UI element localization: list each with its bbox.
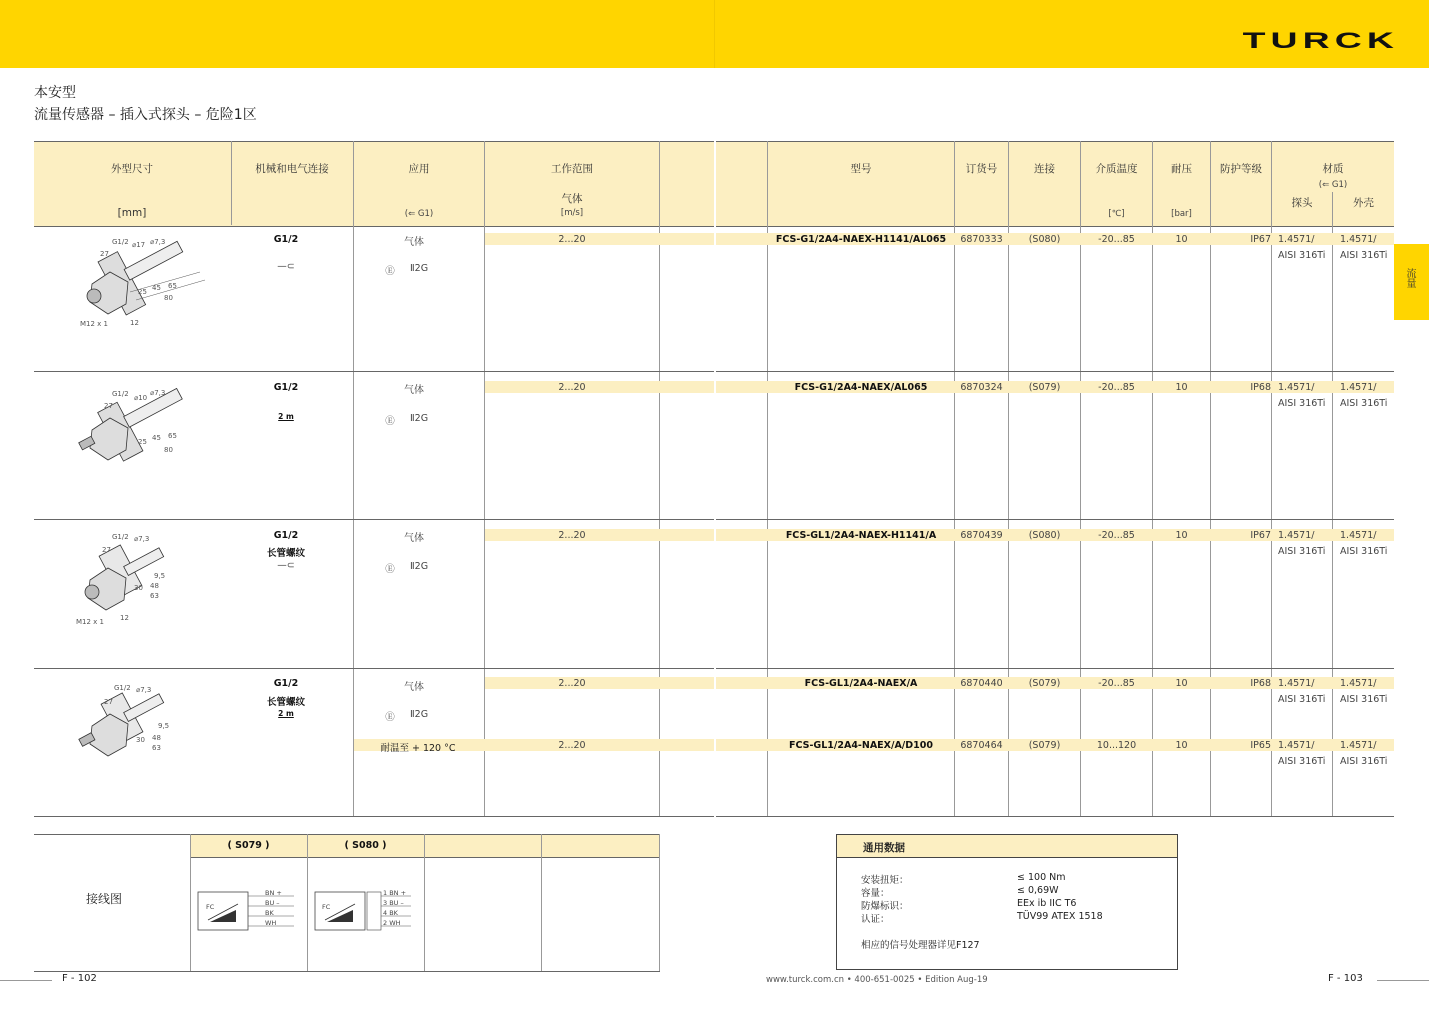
medium-temp: -20...85 (1098, 234, 1135, 245)
range: 2...20 (558, 234, 586, 245)
header-dimensions: 外型尺寸 (111, 163, 153, 175)
sensor-drawing-2 (70, 384, 220, 474)
row-divider (34, 668, 714, 669)
order-number: 6870439 (960, 530, 1003, 541)
row-divider (34, 371, 714, 372)
dim-label: 12 (120, 614, 129, 622)
row-divider (716, 668, 1394, 669)
turck-logo: TURCK (1242, 28, 1399, 53)
wiring-col-s079: ( S079 ) (227, 840, 270, 851)
grid-line (1332, 192, 1333, 817)
row-divider (716, 371, 1394, 372)
housing-material: 1.4571/ (1340, 740, 1377, 751)
ip-rating: IP65 (1250, 740, 1271, 751)
dim-label: M12 x 1 (76, 618, 104, 626)
medium: 气体 (404, 237, 424, 248)
wire-label: 4 BK (383, 909, 398, 917)
wire-label: 2 WH (383, 919, 401, 927)
fc-label: FC (206, 903, 215, 911)
footer-contact: www.turck.com.cn • 400-651-0025 • Edition Aug-19 (766, 975, 988, 985)
dim-label: 45 (152, 434, 161, 442)
connection-code: (S080) (1028, 234, 1061, 245)
page-subtitle: 流量传感器 – 插入式探头 – 危险1区 (34, 107, 257, 123)
dim-label: 30 (134, 584, 143, 592)
dim-label: 9,5 (158, 722, 170, 730)
application-note: 耐温至 + 120 °C (380, 743, 456, 754)
model-number: FCS-GL1/2A4-NAEX-H1141/A (785, 530, 937, 541)
spec-label: 安装扭矩： (861, 875, 909, 886)
medium: 气体 (404, 682, 424, 693)
probe-material: 1.4571/ (1278, 740, 1315, 751)
dim-label: 48 (150, 582, 159, 590)
spec-label: 容量： (861, 888, 890, 899)
cable-length: 2 m (278, 412, 294, 421)
dim-label: 27 (104, 402, 113, 410)
pressure: 10 (1175, 530, 1188, 541)
model-number: FCS-G1/2A4-NAEX/AL065 (794, 382, 928, 393)
spec-label: 认证： (861, 914, 890, 925)
probe-material: 1.4571/ (1278, 678, 1315, 689)
dim-label: G1/2 (112, 533, 129, 541)
spec-value: TÜV99 ATEX 1518 (1017, 911, 1103, 922)
grid-line (424, 834, 425, 972)
fc-label: FC (322, 903, 331, 911)
signal-processor-note: 相应的信号处理器详见F127 (861, 940, 980, 951)
spec-label: 防爆标识： (861, 901, 909, 912)
ip-rating: IP68 (1250, 678, 1271, 689)
probe-material: AISI 316Ti (1278, 694, 1326, 705)
thread-note: 长管螺纹 (266, 697, 305, 708)
footer-rule (1377, 980, 1429, 981)
header-material: 材质 (1322, 163, 1344, 175)
thread-size: G1/2 (273, 530, 299, 541)
connection-code: (S080) (1028, 530, 1061, 541)
dim-label: G1/2 (112, 238, 129, 246)
row-divider (716, 519, 1394, 520)
ex-mark-icon: Ⓔ (385, 416, 395, 427)
ex-mark-icon: Ⓔ (385, 564, 395, 575)
header-working-unit: [m/s] (560, 208, 584, 218)
header-connection: 连接 (1034, 163, 1055, 175)
pressure: 10 (1175, 382, 1188, 393)
dim-label: 45 (152, 284, 161, 292)
housing-material: 1.4571/ (1340, 234, 1377, 245)
ip-rating: IP67 (1250, 234, 1271, 245)
ex-mark-icon: Ⓔ (385, 712, 395, 723)
general-data-title: 通用数据 (863, 842, 905, 854)
header-material-housing: 外壳 (1353, 197, 1374, 209)
dim-label: ⌀7,3 (134, 535, 150, 543)
side-tab-flow[interactable] (1394, 244, 1429, 320)
grid-line (541, 834, 542, 972)
model-number: FCS-G1/2A4-NAEX-H1141/AL065 (775, 234, 947, 245)
pressure: 10 (1175, 740, 1188, 751)
atex-category: Ⅱ2G (410, 263, 429, 274)
probe-material: AISI 316Ti (1278, 250, 1326, 261)
row-divider (716, 816, 1394, 817)
order-number: 6870464 (960, 740, 1003, 751)
dim-label: 48 (152, 734, 161, 742)
wire-label: WH (265, 919, 277, 927)
range: 2...20 (558, 530, 586, 541)
dim-label: G1/2 (112, 390, 129, 398)
dim-label: ⌀7,3 (150, 389, 166, 397)
grid-line (190, 834, 191, 972)
header-bar (0, 0, 1429, 68)
sensor-drawing-3 (70, 530, 220, 630)
general-data-box (836, 834, 1178, 970)
medium-temp: -20...85 (1098, 678, 1135, 689)
spec-value: ≤ 100 Nm (1017, 872, 1066, 883)
dim-label: ⌀7,3 (150, 238, 166, 246)
grid-line (231, 141, 232, 225)
ex-mark-icon: Ⓔ (385, 266, 395, 277)
header-connection-mech: 机械和电气连接 (255, 163, 329, 175)
header-application-sub: (⇐ G1) (404, 209, 434, 219)
row-divider (34, 816, 714, 817)
dim-label: 9,5 (154, 572, 166, 580)
dim-label: M12 x 1 (80, 320, 108, 328)
header-working-range: 工作范围 (551, 163, 593, 175)
housing-material: AISI 316Ti (1340, 756, 1388, 767)
dim-label: ⌀17 (132, 241, 146, 249)
page-fold (714, 0, 715, 68)
header-dimensions-unit: [mm] (117, 207, 147, 219)
dim-label: 27 (104, 698, 113, 706)
range: 2...20 (558, 740, 586, 751)
header-material-sub: (⇐ G1) (1318, 180, 1348, 190)
probe-material: AISI 316Ti (1278, 398, 1326, 409)
cable-length: 2 m (278, 709, 294, 718)
wire-label: 1 BN + (383, 889, 407, 897)
medium: 气体 (404, 385, 424, 396)
medium-temp: 10...120 (1096, 740, 1137, 751)
probe-material: AISI 316Ti (1278, 756, 1326, 767)
dim-label: 65 (168, 432, 177, 440)
general-data-header (837, 835, 1177, 858)
grid-line (659, 834, 660, 972)
housing-material: AISI 316Ti (1340, 398, 1388, 409)
dim-label: 80 (164, 294, 173, 302)
page-title: 本安型 (34, 85, 76, 101)
atex-category: Ⅱ2G (410, 413, 429, 424)
pressure: 10 (1175, 678, 1188, 689)
wiring-col-s080: ( S080 ) (344, 840, 387, 851)
footer-rule (0, 980, 52, 981)
model-number: FCS-GL1/2A4-NAEX/A (804, 678, 918, 689)
wire-label: BK (265, 909, 274, 917)
header-model: 型号 (850, 163, 872, 175)
wiring-label: 接线图 (85, 892, 122, 906)
order-number: 6870324 (960, 382, 1003, 393)
housing-material: 1.4571/ (1340, 678, 1377, 689)
dim-label: 25 (138, 288, 147, 296)
dim-label: G1/2 (114, 684, 131, 692)
dim-label: 12 (130, 319, 139, 327)
probe-material: AISI 316Ti (1278, 546, 1326, 557)
wiring-bottom-border (34, 971, 660, 972)
row-divider (34, 519, 714, 520)
connector-symbol-icon: —⊂ (277, 261, 295, 272)
pressure: 10 (1175, 234, 1188, 245)
header-medium-temp-unit: [℃] (1108, 209, 1125, 219)
atex-category: Ⅱ2G (410, 709, 429, 720)
header-working-medium: 气体 (561, 193, 583, 205)
header-application: 应用 (408, 163, 430, 175)
wire-label: 3 BU – (383, 899, 404, 907)
sensor-drawing-4 (74, 680, 214, 765)
housing-material: AISI 316Ti (1340, 250, 1388, 261)
header-pressure: 耐压 (1171, 163, 1192, 175)
thread-size: G1/2 (273, 234, 299, 245)
dim-label: 27 (100, 250, 109, 258)
page-number-left: F - 102 (62, 973, 97, 984)
ip-rating: IP67 (1250, 530, 1271, 541)
order-number: 6870440 (960, 678, 1003, 689)
range: 2...20 (558, 382, 586, 393)
dim-label: 65 (168, 282, 177, 290)
connection-code: (S079) (1028, 678, 1061, 689)
wire-label: BN + (265, 889, 282, 897)
sensor-drawing-1 (70, 232, 220, 332)
dim-label: 30 (136, 736, 145, 744)
thread-note: 长管螺纹 (266, 548, 305, 559)
connector-symbol-icon: —⊂ (277, 560, 295, 571)
dim-label: ⌀10 (134, 394, 148, 402)
housing-material: AISI 316Ti (1340, 546, 1388, 557)
dim-label: 63 (150, 592, 159, 600)
side-tab-label: 流量 (1404, 268, 1415, 288)
medium-temp: -20...85 (1098, 530, 1135, 541)
ip-rating: IP68 (1250, 382, 1271, 393)
atex-category: Ⅱ2G (410, 561, 429, 572)
header-material-probe: 探头 (1291, 197, 1313, 209)
header-order-no: 订货号 (965, 163, 998, 175)
order-number: 6870333 (960, 234, 1003, 245)
medium: 气体 (404, 533, 424, 544)
dim-label: 80 (164, 446, 173, 454)
probe-material: 1.4571/ (1278, 382, 1315, 393)
medium-temp: -20...85 (1098, 382, 1135, 393)
header-protection: 防护等级 (1220, 163, 1262, 175)
dim-label: 63 (152, 744, 161, 752)
housing-material: 1.4571/ (1340, 382, 1377, 393)
header-medium-temp: 介质温度 (1095, 163, 1138, 175)
range: 2...20 (558, 678, 586, 689)
probe-material: 1.4571/ (1278, 530, 1315, 541)
dim-label: 25 (138, 438, 147, 446)
header-pressure-unit: [bar] (1171, 209, 1192, 219)
spec-value: ≤ 0,69W (1017, 885, 1059, 896)
dim-label: 27 (102, 546, 111, 554)
housing-material: AISI 316Ti (1340, 694, 1388, 705)
dim-label: ⌀7,3 (136, 686, 152, 694)
grid-line (307, 834, 308, 972)
connection-code: (S079) (1028, 382, 1061, 393)
wire-label: BU – (265, 899, 280, 907)
spec-value: EEx ib IIC T6 (1017, 898, 1077, 909)
thread-size: G1/2 (273, 678, 299, 689)
housing-material: 1.4571/ (1340, 530, 1377, 541)
page-number-right: F - 103 (1328, 973, 1363, 984)
thread-size: G1/2 (273, 382, 299, 393)
model-number: FCS-GL1/2A4-NAEX/A/D100 (789, 740, 933, 751)
connection-code: (S079) (1028, 740, 1061, 751)
probe-material: 1.4571/ (1278, 234, 1315, 245)
